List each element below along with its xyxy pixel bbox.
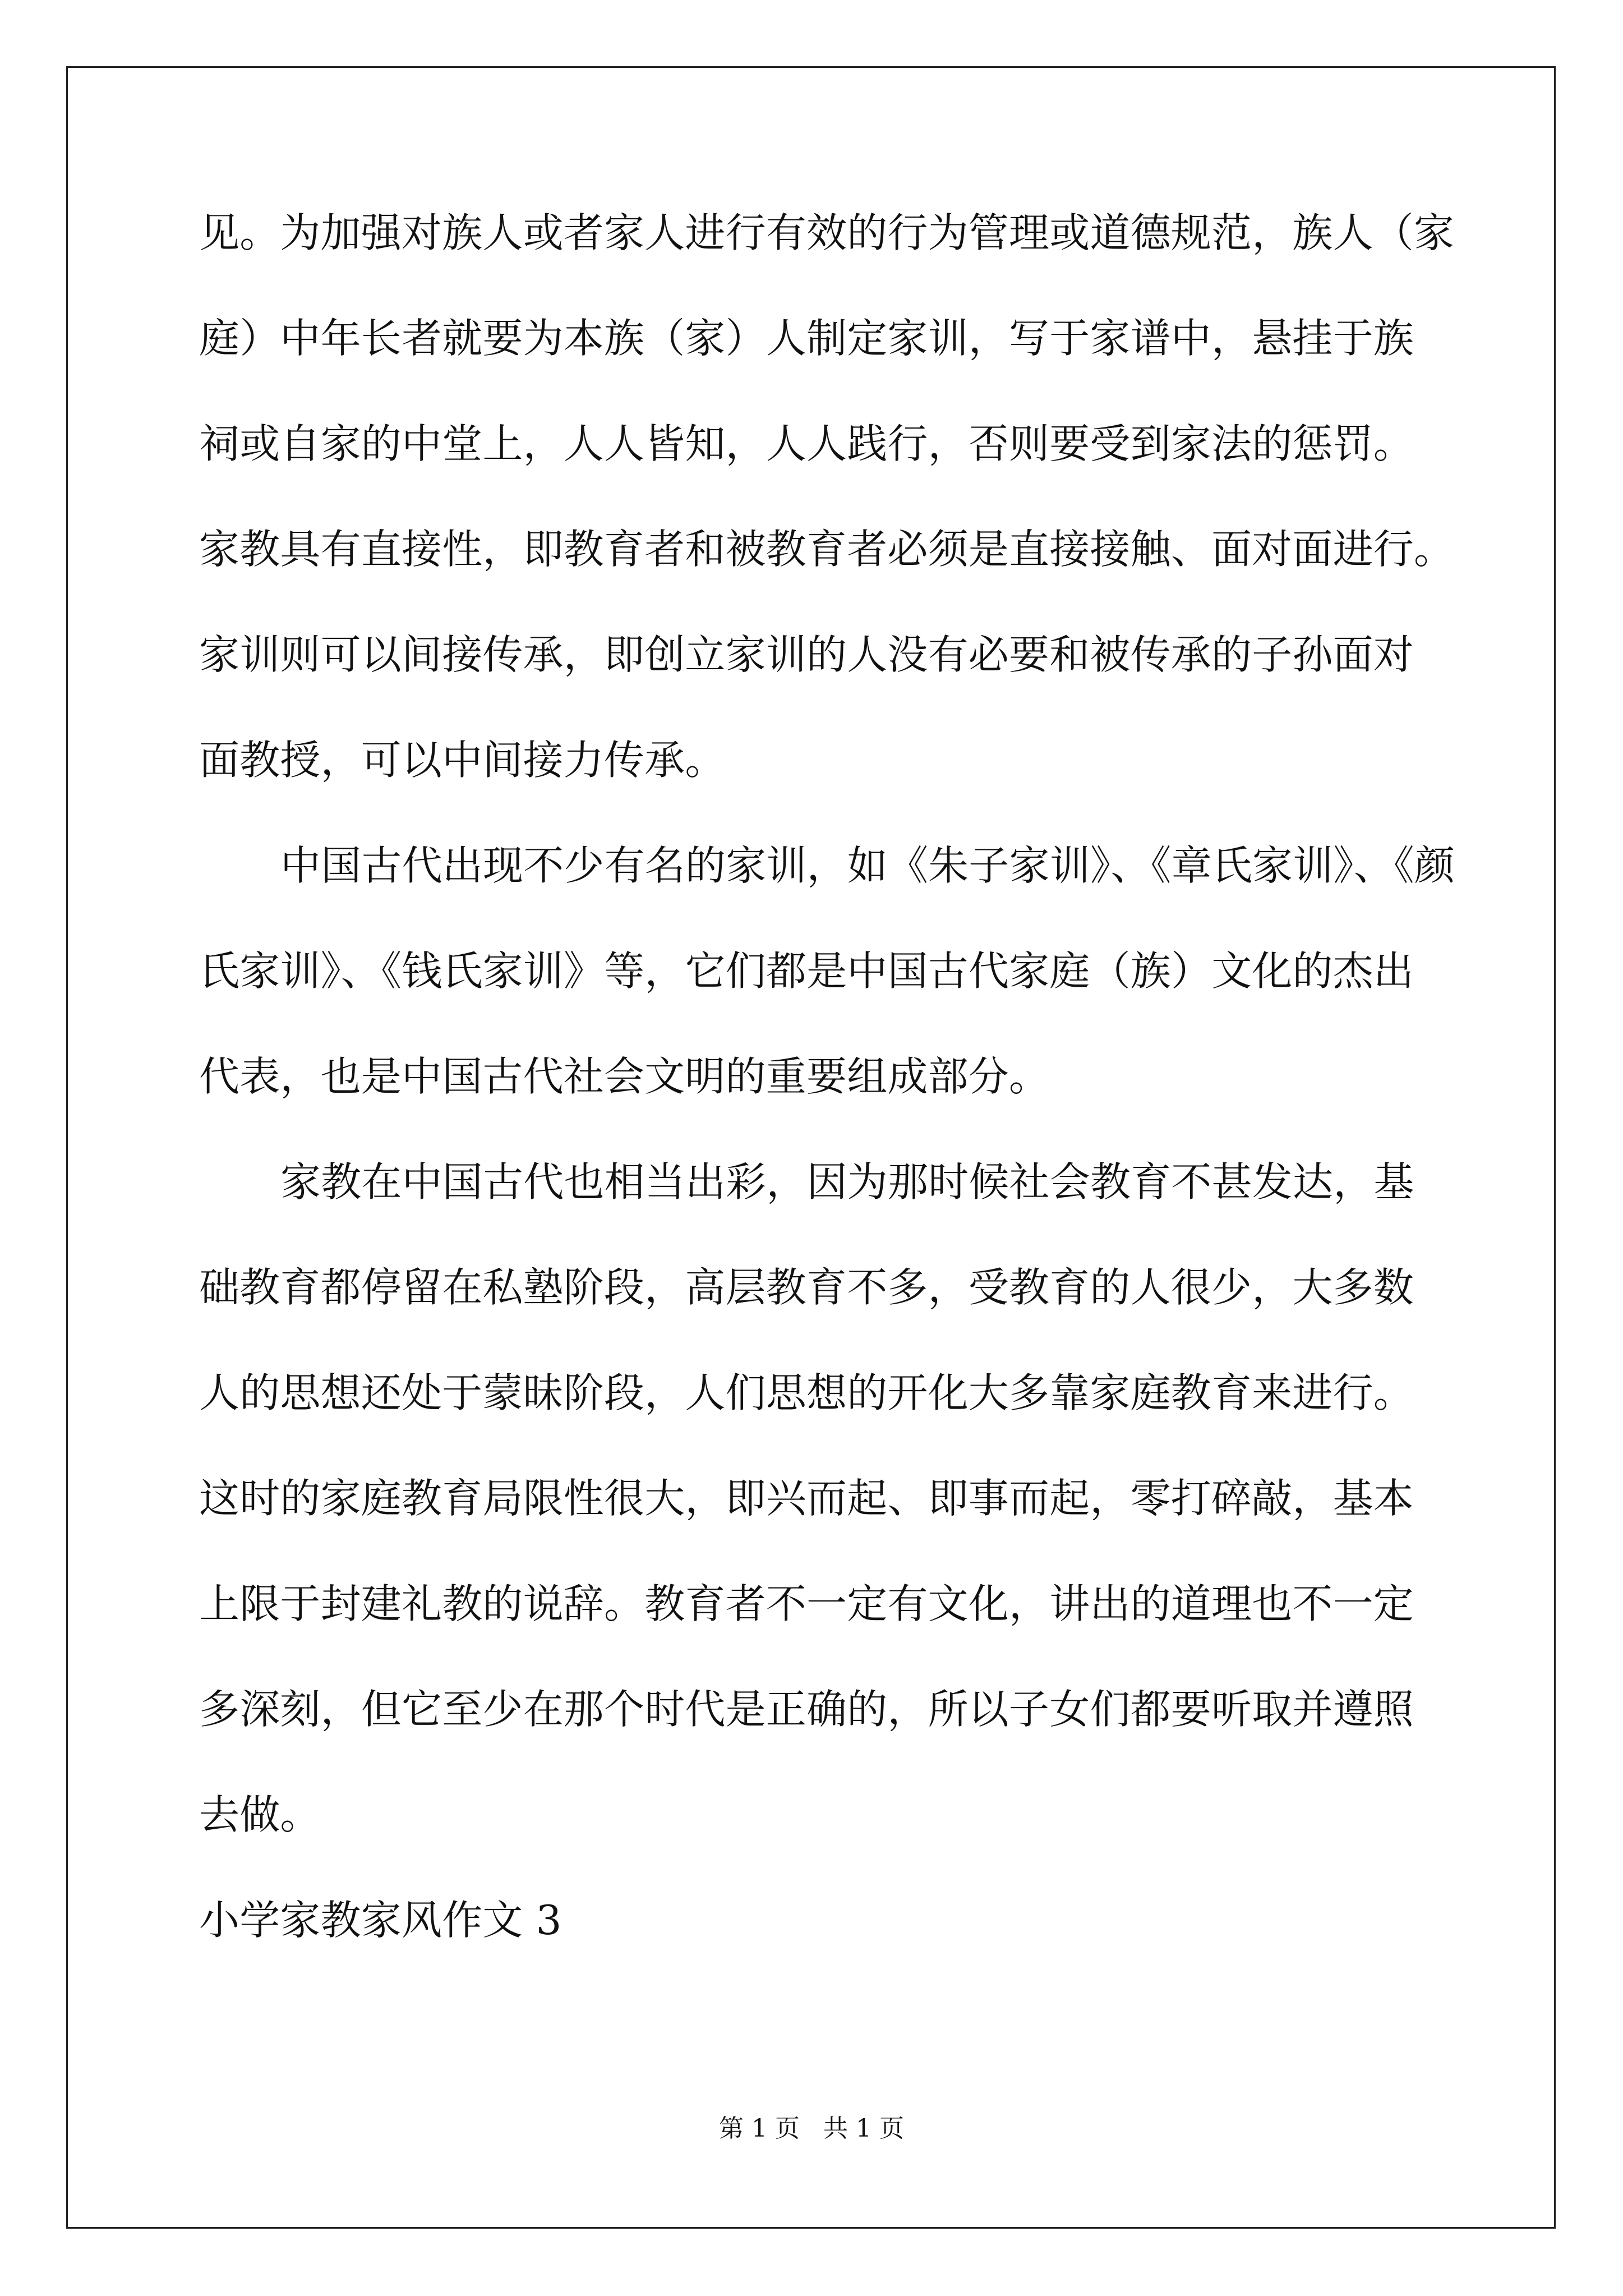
text-line: 代表，也是中国古代社会文明的重要组成部分。	[199, 1053, 1050, 1100]
text-line: 见。为加强对族人或者家人进行有效的行为管理或道德规范，族人（家	[199, 209, 1455, 256]
text-line: 上限于封建礼教的说辞。教育者不一定有文化，讲出的道理也不一定	[199, 1580, 1414, 1627]
section-heading: 小学家教家风作文 3	[199, 1897, 562, 1944]
text-line: 础教育都停留在私塾阶段，高层教育不多，受教育的人很少，大多数	[199, 1264, 1414, 1311]
page-footer: 第 1 页 共 1 页	[719, 2114, 904, 2143]
text-line: 家教具有直接性，即教育者和被教育者必须是直接接触、面对面进行。	[199, 526, 1455, 573]
paragraph-first-line: 中国古代出现不少有名的家训，如《朱子家训》、《章氏家训》、《颜	[280, 842, 1455, 889]
text-line: 氏家训》、《钱氏家训》等，它们都是中国古代家庭（族）文化的杰出	[199, 947, 1414, 995]
text-line: 人的思想还处于蒙昧阶段，人们思想的开化大多靠家庭教育来进行。	[199, 1369, 1414, 1416]
text-line: 祠或自家的中堂上，人人皆知，人人践行，否则要受到家法的惩罚。	[199, 420, 1414, 467]
text-line: 多深刻，但它至少在那个时代是正确的，所以子女们都要听取并遵照	[199, 1686, 1414, 1733]
text-line: 庭）中年长者就要为本族（家）人制定家训，写于家谱中，悬挂于族	[199, 315, 1414, 362]
text-line: 面教授，可以中间接力传承。	[199, 737, 726, 784]
paragraph-first-line: 家教在中国古代也相当出彩，因为那时候社会教育不甚发达，基	[280, 1158, 1414, 1205]
text-line: 这时的家庭教育局限性很大，即兴而起、即事而起，零打碎敲，基本	[199, 1475, 1414, 1522]
text-line: 家训则可以间接传承，即创立家训的人没有必要和被传承的子孙面对	[199, 631, 1414, 678]
text-line: 去做。	[199, 1791, 321, 1838]
document-body	[199, 209, 1455, 2003]
